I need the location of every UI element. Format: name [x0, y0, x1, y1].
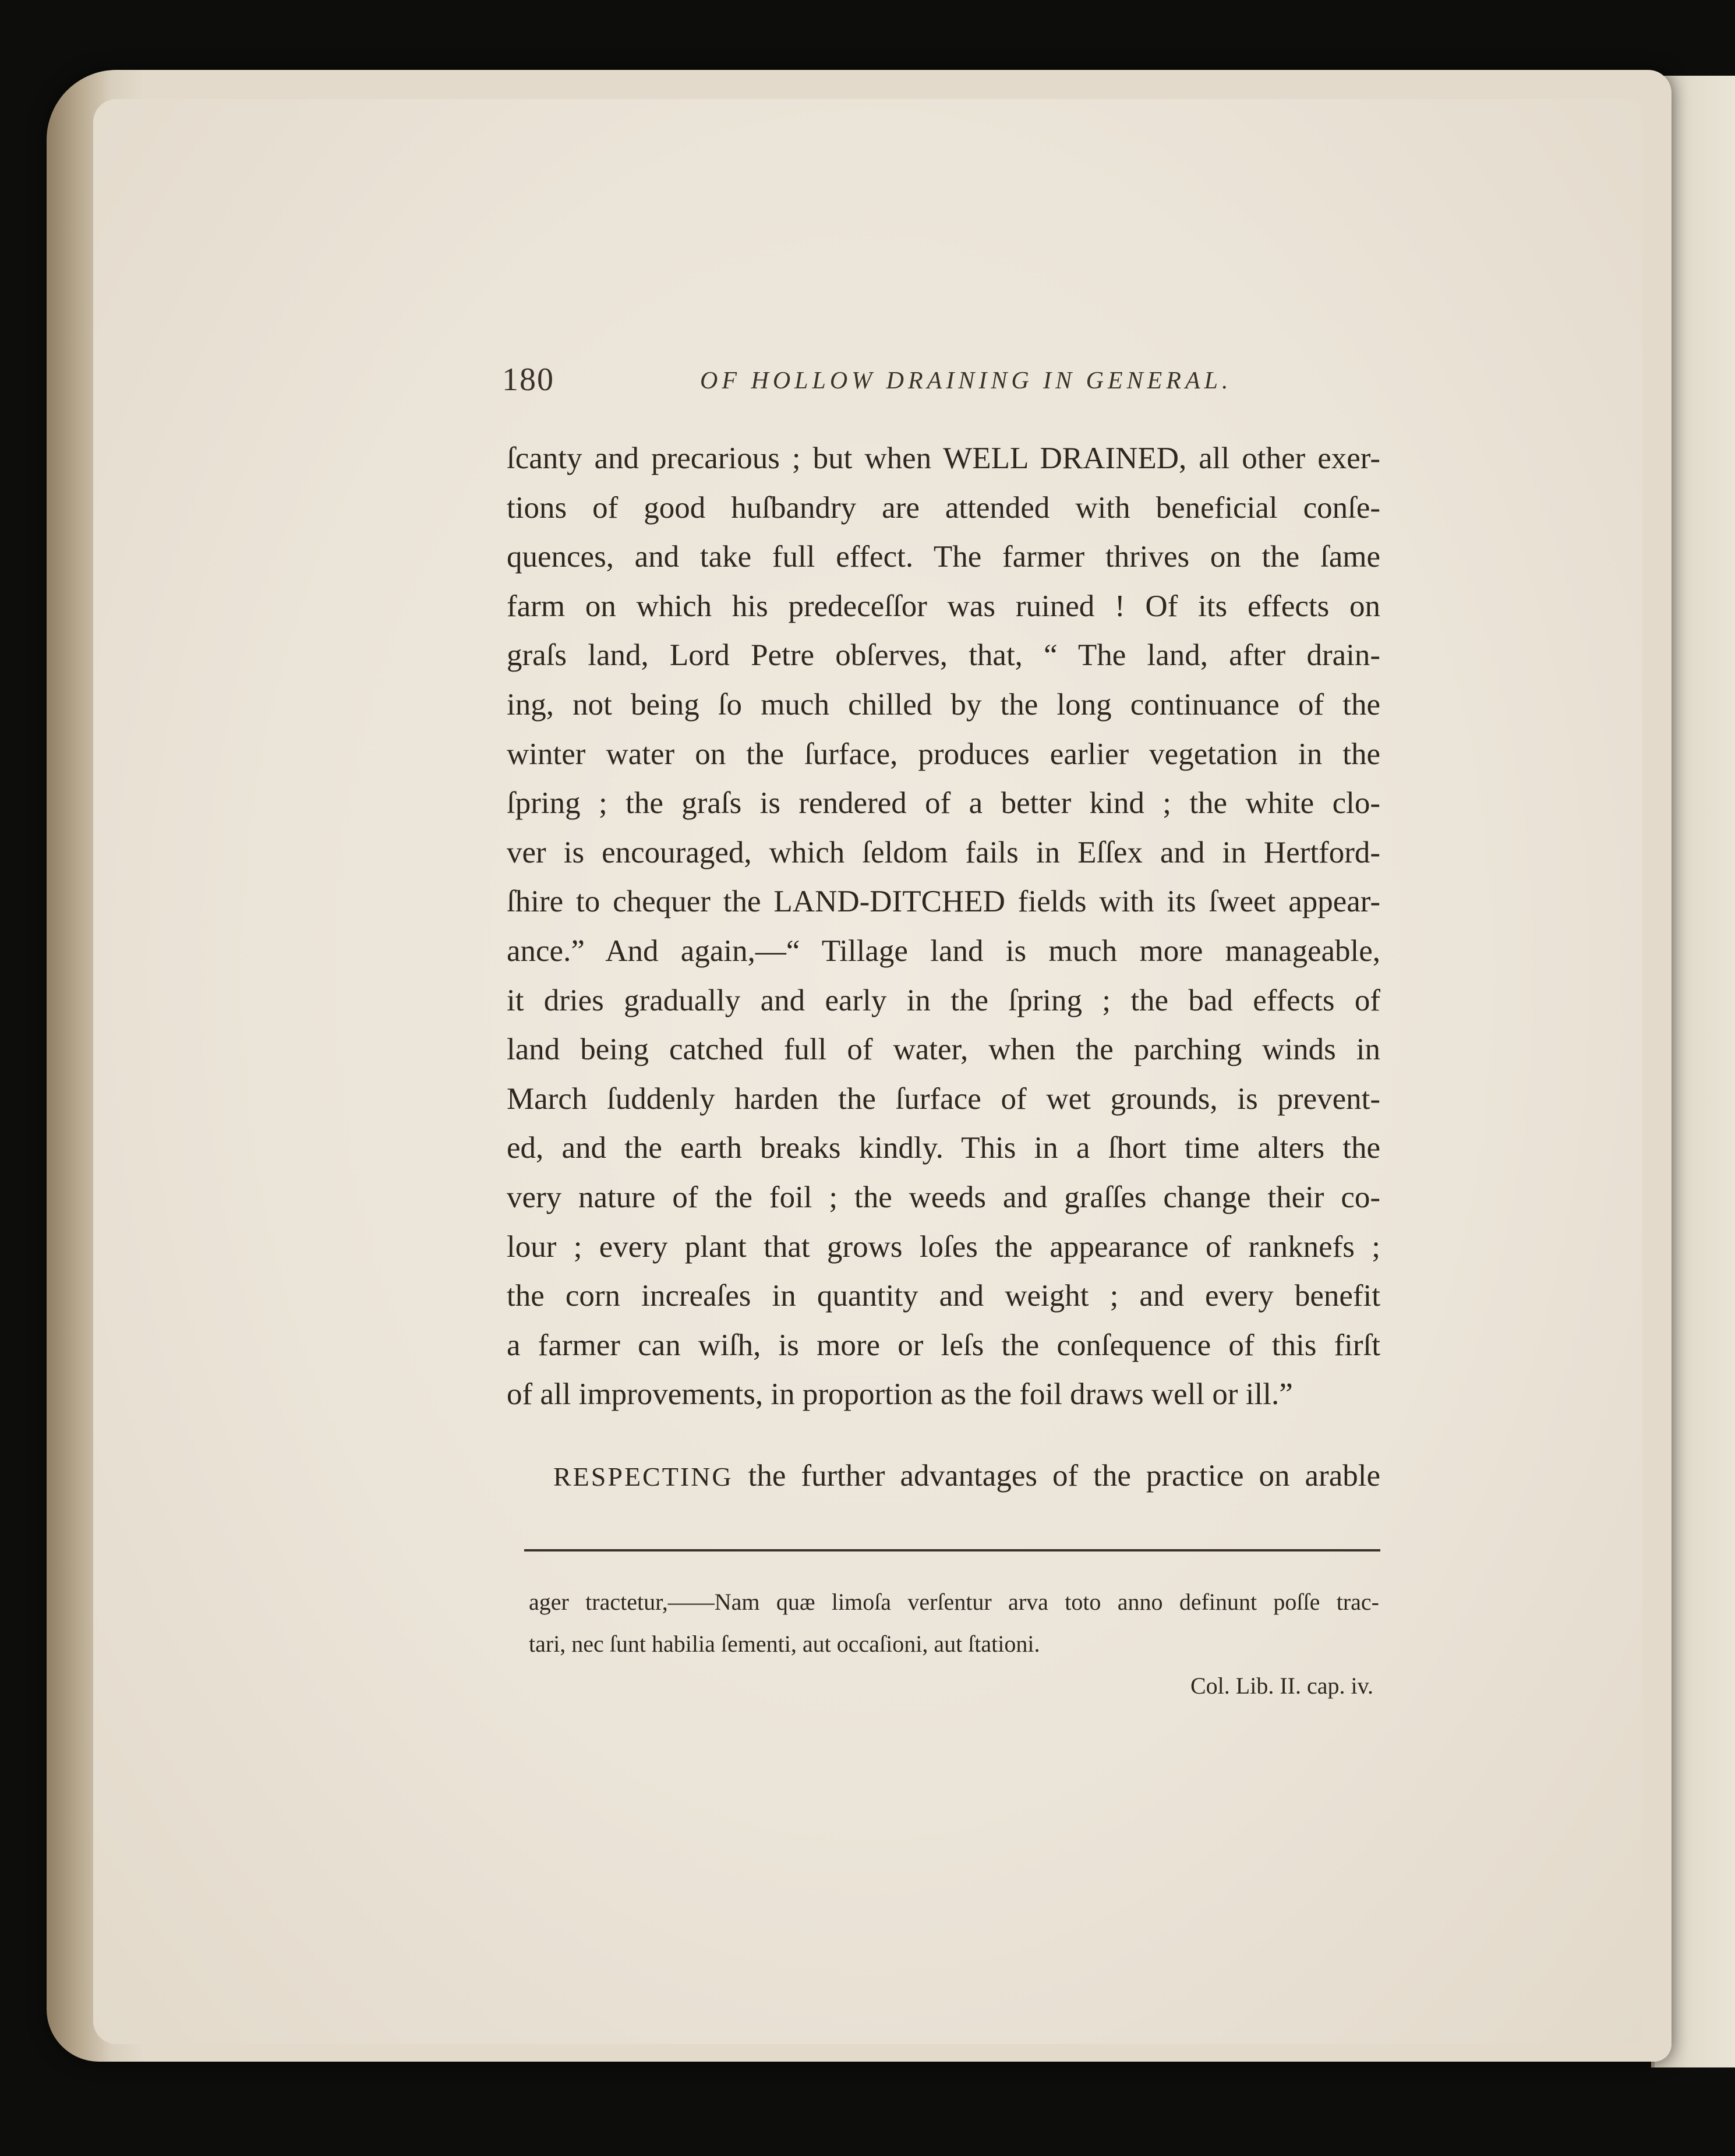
text-line: land being catched full of water, when the parching winds in — [507, 1033, 1380, 1067]
text-line: ance.” And again,—“ Tillage land is much more manageable, — [507, 934, 1380, 968]
paragraph-lead-word: RESPECTING — [553, 1462, 733, 1491]
page-number: 180 — [502, 362, 554, 398]
footnote-rule — [524, 1549, 1380, 1551]
text-line: quences, and take full effect. The farmer thrives on the ſame — [507, 540, 1380, 574]
text-line: the corn increaſes in quantity and weight ; and every benefit — [507, 1279, 1380, 1313]
footnote-line: tari, nec ſunt habilia ſementi, aut occaſioni, aut ſtationi. — [529, 1631, 1040, 1657]
main-paragraph — [507, 434, 1380, 1419]
text-line: ſpring ; the graſs is rendered of a better kind ; the white clo- — [507, 786, 1380, 821]
footnote — [529, 1581, 1379, 1707]
text-line: ſcanty and precarious ; but when WELL DRAINED, all other exer- — [507, 441, 1380, 475]
text-line: ver is encouraged, which ſeldom fails in Eſſex and in Hertford- — [507, 835, 1380, 870]
text-line: graſs land, Lord Petre obſerves, that, “ The land, after drain- — [507, 638, 1380, 673]
text-line: of all improvements, in proportion as the foil draws well or ill.” — [507, 1377, 1293, 1412]
footnote-citation: Col. Lib. II. cap. iv. — [1190, 1673, 1373, 1699]
text-line: ing, not being ſo much chilled by the long continuance of the — [507, 687, 1380, 722]
text-line: tions of good huſbandry are attended with beneficial conſe- — [507, 490, 1380, 525]
running-head-title: OF HOLLOW DRAINING IN GENERAL. — [700, 367, 1232, 394]
text-line: very nature of the foil ; the weeds and graſſes change their co- — [507, 1180, 1380, 1214]
text-line: ed, and the earth breaks kindly. This in a ſhort time alters the — [507, 1131, 1380, 1165]
text-line: ſhire to chequer the LAND-DITCHED fields with its ſweet appear- — [507, 885, 1380, 919]
running-head — [502, 356, 1232, 409]
text-line: it dries gradually and early in the ſpring ; the bad effects of — [507, 983, 1380, 1017]
footnote-line: ager tractetur,——Nam quæ limoſa verſentur arva toto anno definunt poſſe trac- — [529, 1589, 1379, 1615]
text-line: a farmer can wiſh, is more or leſs the conſequence of this firſt — [507, 1328, 1380, 1362]
text-line: lour ; every plant that grows loſes the appearance of ranknefs ; — [507, 1229, 1380, 1264]
text-line: farm on which his predeceſſor was ruined ! Of its effects on — [507, 589, 1380, 623]
paragraph-text: the further advantages of the practice on arable — [733, 1459, 1380, 1493]
text-line: winter water on the ſurface, produces earlier vegetation in the — [507, 737, 1380, 771]
second-paragraph — [553, 1451, 1380, 1501]
text-line: March ſuddenly harden the ſurface of wet grounds, is prevent- — [507, 1081, 1380, 1116]
